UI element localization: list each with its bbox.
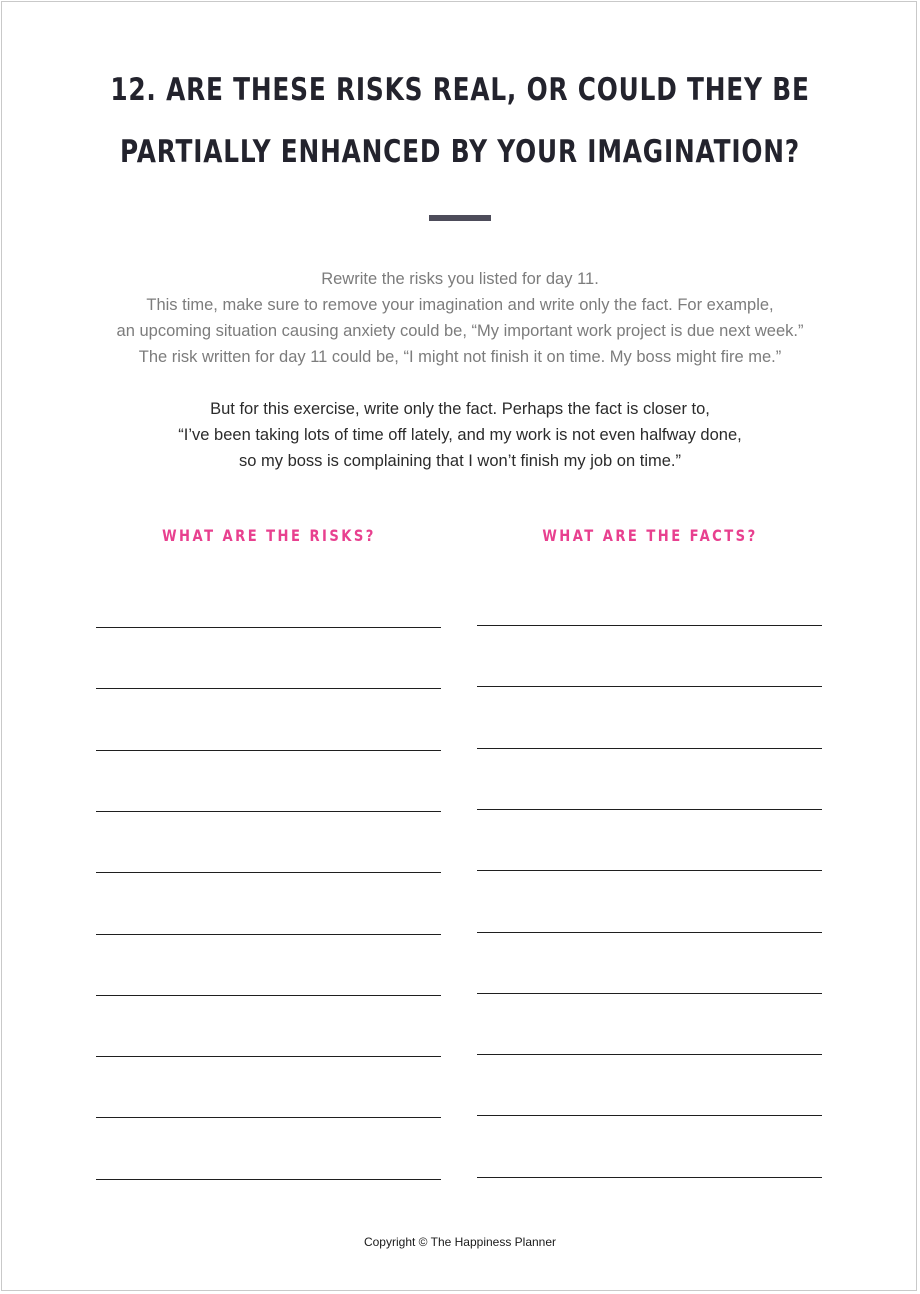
instruction-line: But for this exercise, write only the fact. Perhaps the fact is closer to, xyxy=(210,400,710,418)
facts-column-heading: WHAT ARE THE FACTS? xyxy=(542,526,758,545)
instruction-line: so my boss is complaining that I won’t finish my job on time.” xyxy=(238,452,681,470)
fact-writing-line[interactable] xyxy=(477,686,822,687)
instruction-line: The risk written for day 11 could be, “I might not finish it on time. My boss might fire me.” xyxy=(138,348,782,366)
risk-writing-line[interactable] xyxy=(96,688,441,689)
risk-writing-line[interactable] xyxy=(96,934,441,935)
instruction-line: an upcoming situation causing anxiety could be, “My important work project is due next week.” xyxy=(116,322,804,340)
risk-writing-line[interactable] xyxy=(96,995,441,996)
fact-writing-line[interactable] xyxy=(477,809,822,810)
risk-writing-line[interactable] xyxy=(96,872,441,873)
risks-column-heading: WHAT ARE THE RISKS? xyxy=(162,526,376,545)
fact-writing-line[interactable] xyxy=(477,625,822,626)
risk-writing-line[interactable] xyxy=(96,1056,441,1057)
instruction-line: This time, make sure to remove your imagination and write only the fact. For example, xyxy=(146,296,774,314)
fact-writing-line[interactable] xyxy=(477,870,822,871)
risk-writing-line[interactable] xyxy=(96,750,441,751)
risk-writing-line[interactable] xyxy=(96,1179,441,1180)
risk-writing-line[interactable] xyxy=(96,627,441,628)
page-title-line-2: PARTIALLY ENHANCED BY YOUR IMAGINATION? xyxy=(120,134,800,170)
fact-writing-line[interactable] xyxy=(477,993,822,994)
fact-writing-line[interactable] xyxy=(477,932,822,933)
instruction-line: Rewrite the risks you listed for day 11. xyxy=(321,270,599,288)
risk-writing-line[interactable] xyxy=(96,811,441,812)
fact-writing-line[interactable] xyxy=(477,748,822,749)
page-title-line-1: 12. ARE THESE RISKS REAL, OR COULD THEY BE xyxy=(110,72,810,108)
copyright-footer: Copyright © The Happiness Planner xyxy=(363,1235,557,1249)
risk-writing-line[interactable] xyxy=(96,1117,441,1118)
fact-writing-line[interactable] xyxy=(477,1177,822,1178)
instruction-line: “I’ve been taking lots of time off lately, and my work is not even halfway done, xyxy=(178,426,742,444)
fact-writing-line[interactable] xyxy=(477,1115,822,1116)
writing-lines xyxy=(2,2,918,1292)
fact-writing-line[interactable] xyxy=(477,1054,822,1055)
worksheet-page xyxy=(1,1,917,1291)
